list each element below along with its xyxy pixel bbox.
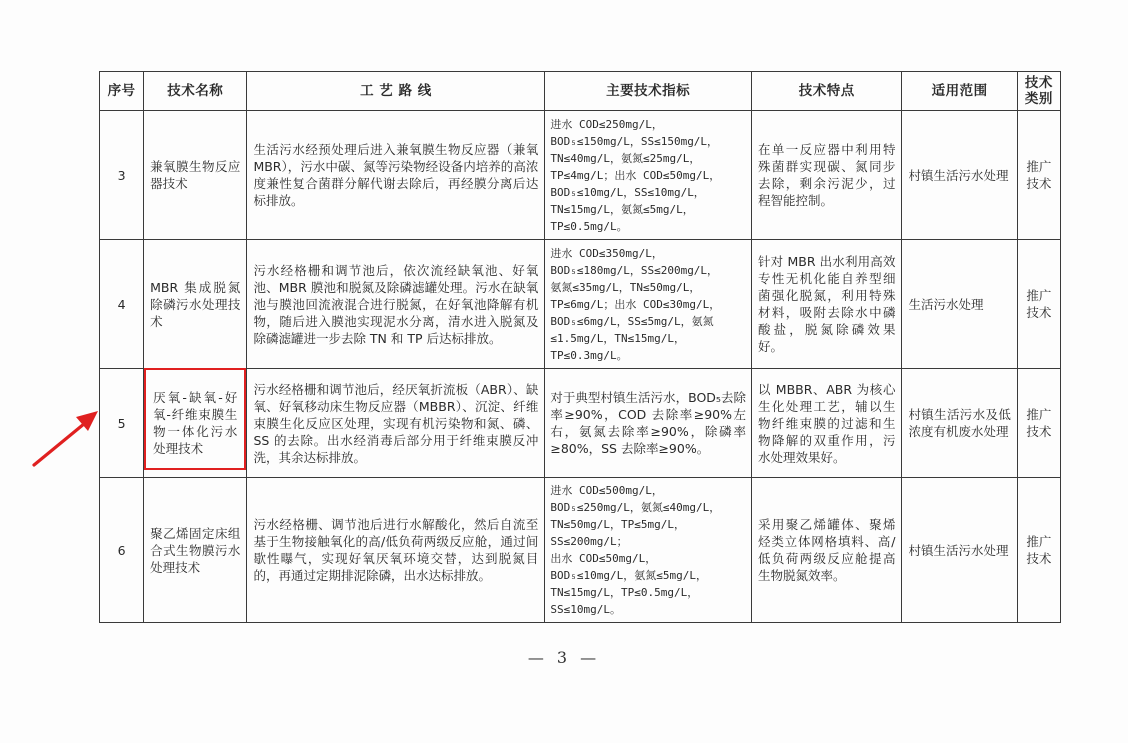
row-no: 3 — [100, 111, 144, 240]
table-row — [100, 111, 1061, 240]
header-features: 技术特点 — [752, 72, 902, 111]
row-indicators: 进水 COD≤250mg/L， BOD₅≤150mg/L，SS≤150mg/L， TN≤40mg/L，氨氮≤25mg/L， TP≤4mg/L；出水 COD≤50mg/L， BOD₅≤10mg/L，SS≤10mg/L， TN≤15mg/L，氨氮≤5mg/L， TP≤0.5mg/L。 — [545, 111, 752, 240]
row-name: 聚乙烯固定床组合式生物膜污水处理技术 — [144, 478, 247, 623]
row-features: 采用聚乙烯罐体、聚烯烃类立体网格填料、高/低负荷两级反应舱提高生物脱氮效率。 — [752, 478, 902, 623]
row-scope: 村镇生活污水处理 — [902, 478, 1017, 623]
row-indicators: 进水 COD≤500mg/L， BOD₅≤250mg/L，氨氮≤40mg/L， TN≤50mg/L，TP≤5mg/L， SS≤200mg/L； 出水 COD≤50mg/L， BOD₅≤10mg/L，氨氮≤5mg/L， TN≤15mg/L，TP≤0.5mg/L， SS≤10mg/L。 — [545, 478, 752, 623]
row-name-highlighted: 厌氧-缺氧-好氧-纤维束膜生物一体化污水处理技术 — [144, 369, 247, 478]
row-scope: 生活污水处理 — [902, 240, 1017, 369]
page-number: — 3 — — [527, 648, 601, 667]
row-indicators: 对于典型村镇生活污水，BOD₅去除率≥90%，COD 去除率≥90%左右，氨氮去除率≥90%，除磷率≥80%，SS 去除率≥90%。 — [545, 369, 752, 478]
row-route: 污水经格栅和调节池后，依次流经缺氧池、好氧池、MBR 膜池和脱氮及除磷滤罐处理。污水在缺氧池与膜池回流液混合进行脱氮，在好氧池降解有机物，随后进入膜池实现泥水分离，清水进入脱氮及除磷滤罐进一步去除 TN 和 TP 后达标排放。 — [247, 240, 545, 369]
technology-table — [99, 71, 1061, 623]
row-no: 5 — [100, 369, 144, 478]
header-no: 序号 — [100, 72, 144, 111]
table-row — [100, 240, 1061, 369]
row-scope: 村镇生活污水及低浓度有机废水处理 — [902, 369, 1017, 478]
row-features: 针对 MBR 出水利用高效专性无机化能自养型细菌强化脱氮，利用特殊材料，吸附去除水中磷酸盐，脱氮除磷效果好。 — [752, 240, 902, 369]
row-no: 4 — [100, 240, 144, 369]
header-scope: 适用范围 — [902, 72, 1017, 111]
row-category: 推广技术 — [1017, 111, 1060, 240]
row-indicators: 进水 COD≤350mg/L， BOD₅≤180mg/L，SS≤200mg/L， 氨氮≤35mg/L，TN≤50mg/L， TP≤6mg/L；出水 COD≤30mg/L， BOD₅≤6mg/L，SS≤5mg/L，氨氮 ≤1.5mg/L，TN≤15mg/L， TP≤0.3mg/L。 — [545, 240, 752, 369]
table-header-row — [100, 72, 1061, 111]
table-row — [100, 369, 1061, 478]
row-name: MBR 集成脱氮除磷污水处理技术 — [144, 240, 247, 369]
row-scope: 村镇生活污水处理 — [902, 111, 1017, 240]
row-route: 污水经格栅、调节池后进行水解酸化，然后自流至基于生物接触氧化的高/低负荷两级反应舱，通过间歇性曝气，实现好氧厌氧环境交替，达到脱氮目的，再通过定期排泥除磷，出水达标排放。 — [247, 478, 545, 623]
row-features: 以 MBBR、ABR 为核心生化处理工艺，辅以生物纤维束膜的过滤和生物降解的双重作用，污水处理效果好。 — [752, 369, 902, 478]
row-no: 6 — [100, 478, 144, 623]
red-arrow-icon — [28, 405, 108, 475]
row-name: 兼氧膜生物反应器技术 — [144, 111, 247, 240]
header-category: 技术类别 — [1017, 72, 1060, 111]
row-category: 推广技术 — [1017, 478, 1060, 623]
row-category: 推广技术 — [1017, 369, 1060, 478]
row-route: 生活污水经预处理后进入兼氧膜生物反应器（兼氧 MBR），污水中碳、氮等污染物经设备内培养的高浓度兼性复合菌群分解代谢去除后，再经膜分离后达标排放。 — [247, 111, 545, 240]
header-name: 技术名称 — [144, 72, 247, 111]
header-route: 工 艺 路 线 — [247, 72, 545, 111]
row-category: 推广技术 — [1017, 240, 1060, 369]
table-row — [100, 478, 1061, 623]
row-route: 污水经格栅和调节池后，经厌氧折流板（ABR）、缺氧、好氧移动床生物反应器（MBBR）、沉淀、纤维束膜生化反应区处理，实现有机污染物和氮、磷、SS 的去除。出水经消毒后部分用于纤维束膜反冲洗，其余达标排放。 — [247, 369, 545, 478]
header-indicators: 主要技术指标 — [545, 72, 752, 111]
row-features: 在单一反应器中利用特殊菌群实现碳、氮同步去除，剩余污泥少，过程智能控制。 — [752, 111, 902, 240]
